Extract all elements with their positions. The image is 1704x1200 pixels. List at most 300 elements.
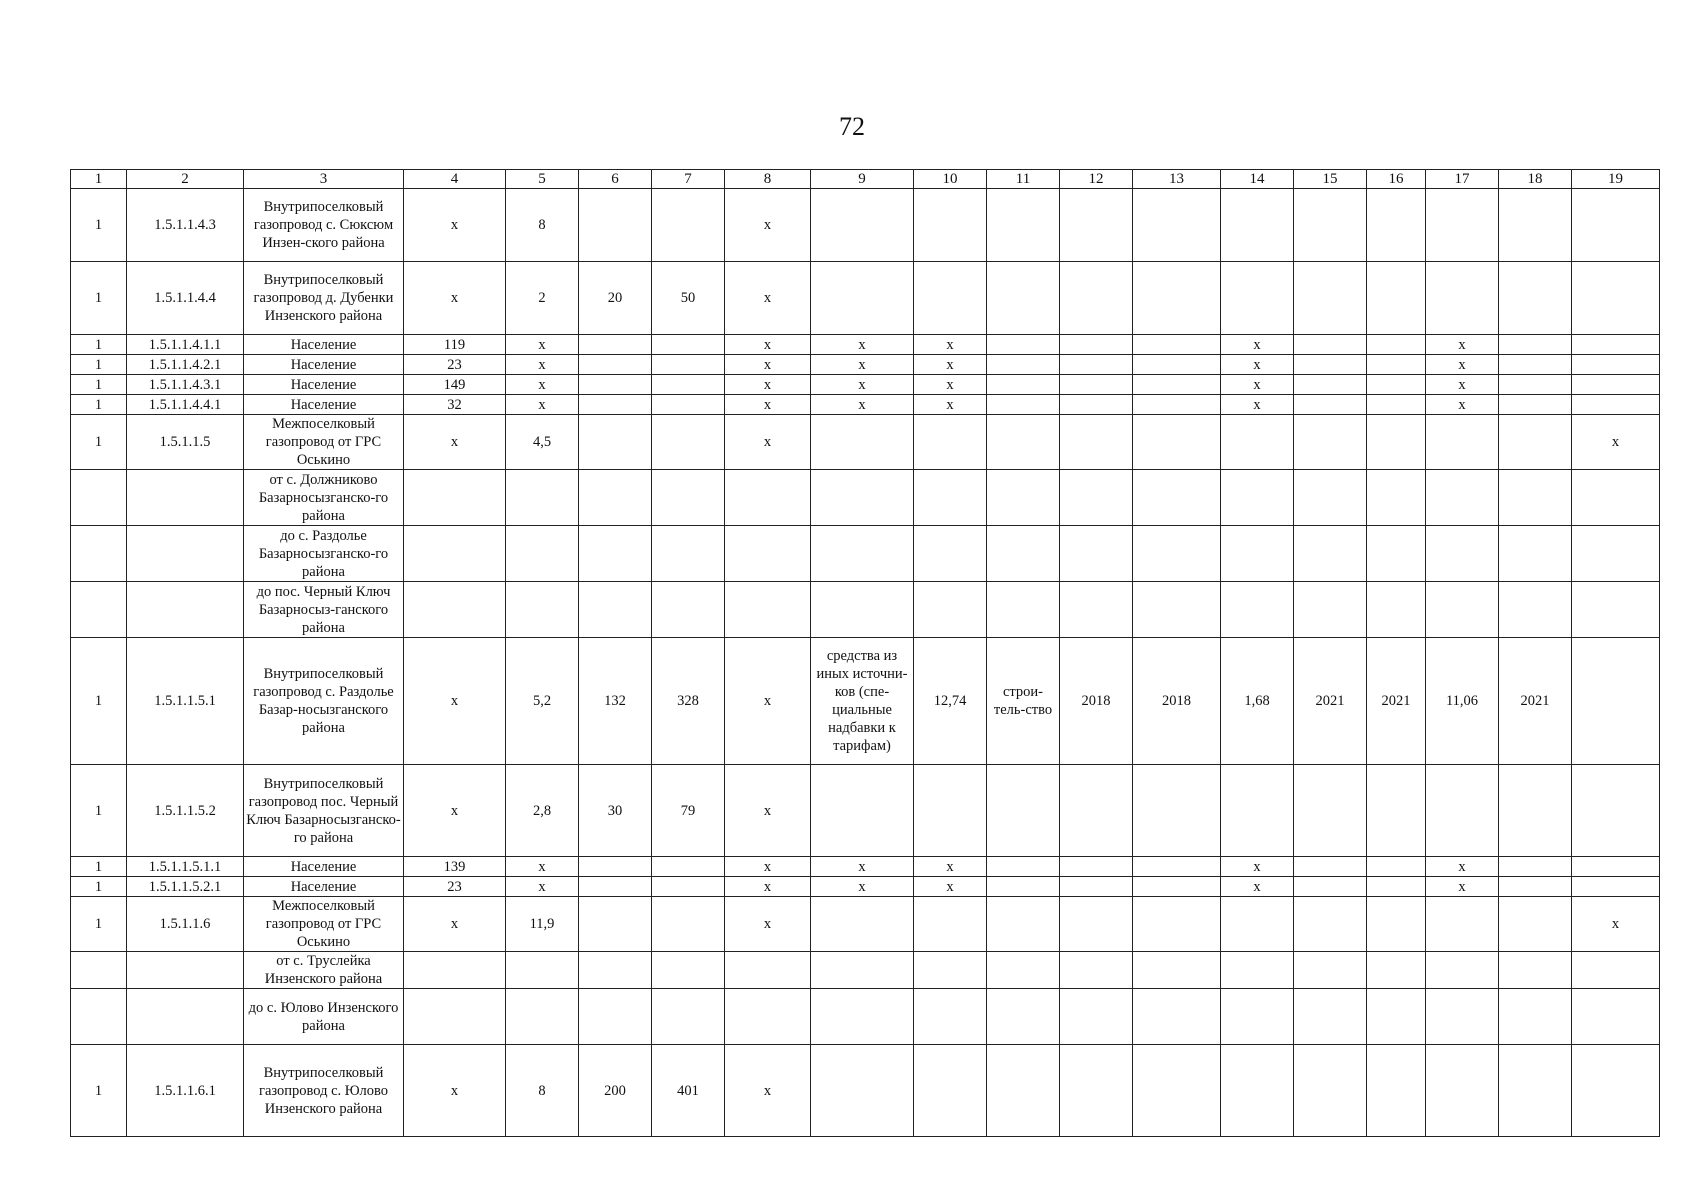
table-cell-col-14 xyxy=(1221,897,1294,952)
table-cell-col-17 xyxy=(1426,1045,1499,1137)
table-cell-col-3: Население xyxy=(244,355,404,375)
table-cell-col-16 xyxy=(1367,526,1426,582)
table-cell-col-15 xyxy=(1294,1045,1367,1137)
table-cell-col-7 xyxy=(652,857,725,877)
table-cell-col-17 xyxy=(1426,470,1499,526)
table-cell-col-2: 1.5.1.1.6 xyxy=(127,897,244,952)
table-cell-col-1: 1 xyxy=(71,415,127,470)
table-cell-col-6 xyxy=(579,395,652,415)
table-cell-col-19 xyxy=(1572,189,1660,262)
table-cell-col-19 xyxy=(1572,857,1660,877)
document-table-container xyxy=(70,169,1652,1137)
table-cell-col-17 xyxy=(1426,262,1499,335)
table-cell-col-4: х xyxy=(404,638,506,765)
table-cell-col-6 xyxy=(579,470,652,526)
table-cell-col-14: 1,68 xyxy=(1221,638,1294,765)
table-cell-col-13 xyxy=(1133,897,1221,952)
column-header-5: 5 xyxy=(506,170,579,189)
table-cell-col-1 xyxy=(71,582,127,638)
table-cell-col-7 xyxy=(652,395,725,415)
table-cell-col-9 xyxy=(811,952,914,989)
table-cell-col-9 xyxy=(811,765,914,857)
table-cell-col-19 xyxy=(1572,765,1660,857)
table-cell-col-19: х xyxy=(1572,415,1660,470)
table-cell-col-6 xyxy=(579,989,652,1045)
table-cell-col-14: х xyxy=(1221,375,1294,395)
table-cell-col-8 xyxy=(725,582,811,638)
table-cell-col-15: 2021 xyxy=(1294,638,1367,765)
table-cell-col-12: 2018 xyxy=(1060,638,1133,765)
table-row xyxy=(71,262,1660,335)
table-row xyxy=(71,355,1660,375)
column-header-6: 6 xyxy=(579,170,652,189)
table-row xyxy=(71,952,1660,989)
table-cell-col-3: Внутрипоселковый газопровод с. Сюксюм Инзен-ского района xyxy=(244,189,404,262)
table-cell-col-1: 1 xyxy=(71,877,127,897)
table-cell-col-13 xyxy=(1133,189,1221,262)
table-cell-col-19 xyxy=(1572,638,1660,765)
gas-pipeline-table xyxy=(70,169,1660,1137)
table-cell-col-19 xyxy=(1572,395,1660,415)
table-cell-col-3: Внутрипоселковый газопровод пос. Черный Ключ Базарносызганско-го района xyxy=(244,765,404,857)
table-cell-col-13 xyxy=(1133,395,1221,415)
table-cell-col-17: х xyxy=(1426,857,1499,877)
table-cell-col-1: 1 xyxy=(71,262,127,335)
table-cell-col-15 xyxy=(1294,857,1367,877)
column-header-18: 18 xyxy=(1499,170,1572,189)
table-cell-col-16 xyxy=(1367,375,1426,395)
table-cell-col-6 xyxy=(579,189,652,262)
table-cell-col-3: Население xyxy=(244,877,404,897)
table-cell-col-13 xyxy=(1133,582,1221,638)
table-cell-col-18 xyxy=(1499,857,1572,877)
table-cell-col-4: 149 xyxy=(404,375,506,395)
table-cell-col-14: х xyxy=(1221,857,1294,877)
table-cell-col-18 xyxy=(1499,526,1572,582)
table-cell-col-8 xyxy=(725,470,811,526)
table-cell-col-2: 1.5.1.1.4.3.1 xyxy=(127,375,244,395)
table-cell-col-4 xyxy=(404,952,506,989)
table-row xyxy=(71,335,1660,355)
table-cell-col-13 xyxy=(1133,1045,1221,1137)
table-cell-col-15 xyxy=(1294,765,1367,857)
table-cell-col-6 xyxy=(579,952,652,989)
table-cell-col-2 xyxy=(127,470,244,526)
table-cell-col-3: от с. Должниково Базарносызганско-го района xyxy=(244,470,404,526)
table-cell-col-10 xyxy=(914,897,987,952)
table-cell-col-13 xyxy=(1133,765,1221,857)
table-cell-col-5: 11,9 xyxy=(506,897,579,952)
table-cell-col-15 xyxy=(1294,952,1367,989)
table-cell-col-17: х xyxy=(1426,395,1499,415)
table-cell-col-7: 50 xyxy=(652,262,725,335)
table-cell-col-11 xyxy=(987,335,1060,355)
table-cell-col-11 xyxy=(987,897,1060,952)
table-cell-col-16 xyxy=(1367,470,1426,526)
table-cell-col-9 xyxy=(811,262,914,335)
table-cell-col-4: 32 xyxy=(404,395,506,415)
table-cell-col-4 xyxy=(404,582,506,638)
table-cell-col-10: х xyxy=(914,355,987,375)
table-cell-col-7 xyxy=(652,582,725,638)
table-cell-col-1: 1 xyxy=(71,355,127,375)
table-cell-col-14: х xyxy=(1221,395,1294,415)
page-number: 72 xyxy=(839,112,865,141)
table-cell-col-15 xyxy=(1294,395,1367,415)
table-cell-col-5: 2,8 xyxy=(506,765,579,857)
table-cell-col-19 xyxy=(1572,526,1660,582)
table-row xyxy=(71,857,1660,877)
table-cell-col-11: строи-тель-ство xyxy=(987,638,1060,765)
table-cell-col-6: 30 xyxy=(579,765,652,857)
table-cell-col-8: х xyxy=(725,355,811,375)
table-cell-col-19 xyxy=(1572,952,1660,989)
table-cell-col-7 xyxy=(652,526,725,582)
table-cell-col-17 xyxy=(1426,765,1499,857)
table-cell-col-10: х xyxy=(914,877,987,897)
table-cell-col-7 xyxy=(652,989,725,1045)
table-cell-col-17 xyxy=(1426,989,1499,1045)
table-cell-col-12 xyxy=(1060,335,1133,355)
table-cell-col-9 xyxy=(811,189,914,262)
table-cell-col-19: х xyxy=(1572,897,1660,952)
table-cell-col-10 xyxy=(914,952,987,989)
table-cell-col-18 xyxy=(1499,375,1572,395)
table-cell-col-16 xyxy=(1367,857,1426,877)
table-cell-col-3: Межпоселковый газопровод от ГРС Оськино xyxy=(244,897,404,952)
table-cell-col-12 xyxy=(1060,582,1133,638)
table-cell-col-1: 1 xyxy=(71,1045,127,1137)
table-cell-col-18 xyxy=(1499,1045,1572,1137)
table-cell-col-8: х xyxy=(725,395,811,415)
column-header-14: 14 xyxy=(1221,170,1294,189)
table-cell-col-10: 12,74 xyxy=(914,638,987,765)
table-cell-col-13 xyxy=(1133,526,1221,582)
table-cell-col-3: до с. Юлово Инзенского района xyxy=(244,989,404,1045)
table-cell-col-18 xyxy=(1499,582,1572,638)
table-cell-col-1 xyxy=(71,989,127,1045)
table-cell-col-1: 1 xyxy=(71,638,127,765)
table-row xyxy=(71,897,1660,952)
table-cell-col-10 xyxy=(914,765,987,857)
table-cell-col-4: х xyxy=(404,897,506,952)
table-cell-col-17: 11,06 xyxy=(1426,638,1499,765)
table-cell-col-1: 1 xyxy=(71,335,127,355)
table-cell-col-16 xyxy=(1367,415,1426,470)
column-header-13: 13 xyxy=(1133,170,1221,189)
table-cell-col-17 xyxy=(1426,582,1499,638)
table-cell-col-6: 132 xyxy=(579,638,652,765)
table-cell-col-3: от с. Труслейка Инзенского района xyxy=(244,952,404,989)
table-cell-col-8: х xyxy=(725,638,811,765)
table-cell-col-4: 23 xyxy=(404,355,506,375)
table-cell-col-13 xyxy=(1133,989,1221,1045)
table-cell-col-15 xyxy=(1294,526,1367,582)
table-cell-col-3: Внутрипоселковый газопровод с. Раздолье Базар-носызганского района xyxy=(244,638,404,765)
table-cell-col-7 xyxy=(652,355,725,375)
table-cell-col-16 xyxy=(1367,355,1426,375)
table-cell-col-9: средства из иных источни-ков (спе-циальные надбавки к тарифам) xyxy=(811,638,914,765)
column-header-9: 9 xyxy=(811,170,914,189)
table-cell-col-6 xyxy=(579,335,652,355)
table-cell-col-16 xyxy=(1367,877,1426,897)
table-cell-col-7: 401 xyxy=(652,1045,725,1137)
table-cell-col-17: х xyxy=(1426,355,1499,375)
table-cell-col-13 xyxy=(1133,262,1221,335)
table-cell-col-12 xyxy=(1060,952,1133,989)
table-row xyxy=(71,375,1660,395)
table-cell-col-14 xyxy=(1221,189,1294,262)
table-cell-col-1 xyxy=(71,526,127,582)
table-cell-col-18 xyxy=(1499,877,1572,897)
table-cell-col-9 xyxy=(811,582,914,638)
table-cell-col-10 xyxy=(914,989,987,1045)
table-cell-col-1: 1 xyxy=(71,189,127,262)
table-cell-col-12 xyxy=(1060,395,1133,415)
column-header-7: 7 xyxy=(652,170,725,189)
table-cell-col-9 xyxy=(811,989,914,1045)
table-cell-col-2: 1.5.1.1.5.1.1 xyxy=(127,857,244,877)
table-cell-col-3: Межпоселковый газопровод от ГРС Оськино xyxy=(244,415,404,470)
table-cell-col-11 xyxy=(987,395,1060,415)
table-cell-col-15 xyxy=(1294,989,1367,1045)
table-cell-col-12 xyxy=(1060,1045,1133,1137)
table-cell-col-2: 1.5.1.1.4.3 xyxy=(127,189,244,262)
table-cell-col-11 xyxy=(987,375,1060,395)
table-cell-col-3: до пос. Черный Ключ Базарносыз-ганского района xyxy=(244,582,404,638)
table-cell-col-2: 1.5.1.1.4.2.1 xyxy=(127,355,244,375)
table-row xyxy=(71,1045,1660,1137)
table-cell-col-16 xyxy=(1367,395,1426,415)
table-body xyxy=(71,170,1660,1137)
table-cell-col-6 xyxy=(579,415,652,470)
table-cell-col-11 xyxy=(987,355,1060,375)
table-cell-col-3: до с. Раздолье Базарносызганско-го района xyxy=(244,526,404,582)
table-cell-col-5 xyxy=(506,470,579,526)
table-cell-col-1: 1 xyxy=(71,395,127,415)
table-row xyxy=(71,989,1660,1045)
table-cell-col-8: х xyxy=(725,375,811,395)
table-cell-col-16 xyxy=(1367,582,1426,638)
table-cell-col-12 xyxy=(1060,989,1133,1045)
table-cell-col-1: 1 xyxy=(71,375,127,395)
table-cell-col-13 xyxy=(1133,335,1221,355)
table-cell-col-14 xyxy=(1221,765,1294,857)
table-cell-col-19 xyxy=(1572,989,1660,1045)
table-cell-col-3: Внутрипоселковый газопровод с. Юлово Инзенского района xyxy=(244,1045,404,1137)
table-cell-col-15 xyxy=(1294,262,1367,335)
table-cell-col-4: х xyxy=(404,1045,506,1137)
table-cell-col-13: 2018 xyxy=(1133,638,1221,765)
table-cell-col-9: х xyxy=(811,375,914,395)
column-header-16: 16 xyxy=(1367,170,1426,189)
table-cell-col-9 xyxy=(811,526,914,582)
table-cell-col-9: х xyxy=(811,857,914,877)
table-cell-col-10 xyxy=(914,189,987,262)
table-row xyxy=(71,877,1660,897)
table-cell-col-11 xyxy=(987,415,1060,470)
table-cell-col-4: х xyxy=(404,262,506,335)
table-cell-col-4: 23 xyxy=(404,877,506,897)
table-cell-col-13 xyxy=(1133,952,1221,989)
table-cell-col-14: х xyxy=(1221,355,1294,375)
table-cell-col-14 xyxy=(1221,1045,1294,1137)
table-cell-col-3: Население xyxy=(244,857,404,877)
table-cell-col-2: 1.5.1.1.6.1 xyxy=(127,1045,244,1137)
table-cell-col-19 xyxy=(1572,877,1660,897)
table-cell-col-5 xyxy=(506,582,579,638)
table-cell-col-5: х xyxy=(506,395,579,415)
table-cell-col-3: Население xyxy=(244,395,404,415)
table-cell-col-5: 8 xyxy=(506,189,579,262)
table-cell-col-7 xyxy=(652,375,725,395)
table-cell-col-7: 79 xyxy=(652,765,725,857)
table-cell-col-1: 1 xyxy=(71,857,127,877)
table-cell-col-10 xyxy=(914,582,987,638)
table-row xyxy=(71,765,1660,857)
table-cell-col-18 xyxy=(1499,989,1572,1045)
table-cell-col-5: 4,5 xyxy=(506,415,579,470)
table-cell-col-7: 328 xyxy=(652,638,725,765)
table-cell-col-13 xyxy=(1133,470,1221,526)
table-cell-col-6: 20 xyxy=(579,262,652,335)
table-cell-col-14 xyxy=(1221,582,1294,638)
table-cell-col-10 xyxy=(914,415,987,470)
table-row xyxy=(71,395,1660,415)
table-cell-col-1 xyxy=(71,470,127,526)
table-cell-col-11 xyxy=(987,470,1060,526)
table-cell-col-5: х xyxy=(506,375,579,395)
table-cell-col-2: 1.5.1.1.4.4 xyxy=(127,262,244,335)
table-cell-col-15 xyxy=(1294,335,1367,355)
table-cell-col-5: 2 xyxy=(506,262,579,335)
table-cell-col-9: х xyxy=(811,877,914,897)
table-cell-col-11 xyxy=(987,877,1060,897)
table-cell-col-13 xyxy=(1133,415,1221,470)
table-cell-col-16 xyxy=(1367,989,1426,1045)
table-cell-col-19 xyxy=(1572,470,1660,526)
table-cell-col-13 xyxy=(1133,355,1221,375)
table-cell-col-12 xyxy=(1060,897,1133,952)
table-cell-col-2: 1.5.1.1.5 xyxy=(127,415,244,470)
table-cell-col-12 xyxy=(1060,355,1133,375)
table-cell-col-1 xyxy=(71,952,127,989)
table-cell-col-10 xyxy=(914,1045,987,1137)
table-cell-col-17: х xyxy=(1426,375,1499,395)
table-cell-col-15 xyxy=(1294,877,1367,897)
table-cell-col-10: х xyxy=(914,857,987,877)
table-cell-col-10 xyxy=(914,262,987,335)
table-cell-col-6 xyxy=(579,375,652,395)
table-cell-col-2: 1.5.1.1.5.2.1 xyxy=(127,877,244,897)
table-cell-col-11 xyxy=(987,526,1060,582)
table-cell-col-16 xyxy=(1367,897,1426,952)
column-header-19: 19 xyxy=(1572,170,1660,189)
table-cell-col-1: 1 xyxy=(71,765,127,857)
table-cell-col-2 xyxy=(127,952,244,989)
table-cell-col-6 xyxy=(579,582,652,638)
header-row xyxy=(71,170,1660,189)
column-header-3: 3 xyxy=(244,170,404,189)
table-cell-col-10: х xyxy=(914,335,987,355)
table-cell-col-17: х xyxy=(1426,877,1499,897)
table-cell-col-3: Население xyxy=(244,375,404,395)
table-cell-col-13 xyxy=(1133,375,1221,395)
table-cell-col-11 xyxy=(987,765,1060,857)
table-cell-col-7 xyxy=(652,415,725,470)
table-cell-col-12 xyxy=(1060,470,1133,526)
table-cell-col-18 xyxy=(1499,395,1572,415)
table-cell-col-15 xyxy=(1294,355,1367,375)
table-cell-col-18 xyxy=(1499,765,1572,857)
table-cell-col-2: 1.5.1.1.4.1.1 xyxy=(127,335,244,355)
table-cell-col-10 xyxy=(914,470,987,526)
table-cell-col-19 xyxy=(1572,355,1660,375)
table-cell-col-9 xyxy=(811,470,914,526)
table-cell-col-6 xyxy=(579,857,652,877)
table-cell-col-8: х xyxy=(725,1045,811,1137)
table-cell-col-12 xyxy=(1060,189,1133,262)
table-cell-col-7 xyxy=(652,877,725,897)
table-cell-col-8 xyxy=(725,989,811,1045)
table-cell-col-15 xyxy=(1294,582,1367,638)
table-cell-col-2 xyxy=(127,526,244,582)
table-cell-col-16 xyxy=(1367,335,1426,355)
table-cell-col-18 xyxy=(1499,335,1572,355)
table-row xyxy=(71,189,1660,262)
column-header-2: 2 xyxy=(127,170,244,189)
table-cell-col-16 xyxy=(1367,189,1426,262)
table-cell-col-6 xyxy=(579,897,652,952)
table-cell-col-2: 1.5.1.1.5.2 xyxy=(127,765,244,857)
table-cell-col-7 xyxy=(652,189,725,262)
table-cell-col-17 xyxy=(1426,526,1499,582)
column-header-11: 11 xyxy=(987,170,1060,189)
table-cell-col-11 xyxy=(987,582,1060,638)
table-cell-col-2: 1.5.1.1.5.1 xyxy=(127,638,244,765)
table-cell-col-18 xyxy=(1499,355,1572,375)
table-cell-col-15 xyxy=(1294,897,1367,952)
table-cell-col-14: х xyxy=(1221,877,1294,897)
table-cell-col-6: 200 xyxy=(579,1045,652,1137)
table-cell-col-11 xyxy=(987,952,1060,989)
table-cell-col-10 xyxy=(914,526,987,582)
table-cell-col-4: х xyxy=(404,189,506,262)
table-cell-col-7 xyxy=(652,952,725,989)
table-cell-col-19 xyxy=(1572,262,1660,335)
table-cell-col-5 xyxy=(506,989,579,1045)
table-cell-col-8: х xyxy=(725,765,811,857)
table-cell-col-11 xyxy=(987,189,1060,262)
table-cell-col-15 xyxy=(1294,470,1367,526)
table-cell-col-2: 1.5.1.1.4.4.1 xyxy=(127,395,244,415)
table-cell-col-5 xyxy=(506,526,579,582)
table-cell-col-9 xyxy=(811,897,914,952)
table-cell-col-5: 8 xyxy=(506,1045,579,1137)
table-cell-col-8: х xyxy=(725,877,811,897)
table-cell-col-7 xyxy=(652,470,725,526)
table-cell-col-4 xyxy=(404,526,506,582)
table-cell-col-12 xyxy=(1060,765,1133,857)
table-cell-col-8 xyxy=(725,526,811,582)
table-cell-col-11 xyxy=(987,262,1060,335)
table-cell-col-19 xyxy=(1572,335,1660,355)
table-cell-col-9: х xyxy=(811,395,914,415)
table-cell-col-1: 1 xyxy=(71,897,127,952)
table-cell-col-9: х xyxy=(811,355,914,375)
table-cell-col-4: 139 xyxy=(404,857,506,877)
column-header-8: 8 xyxy=(725,170,811,189)
